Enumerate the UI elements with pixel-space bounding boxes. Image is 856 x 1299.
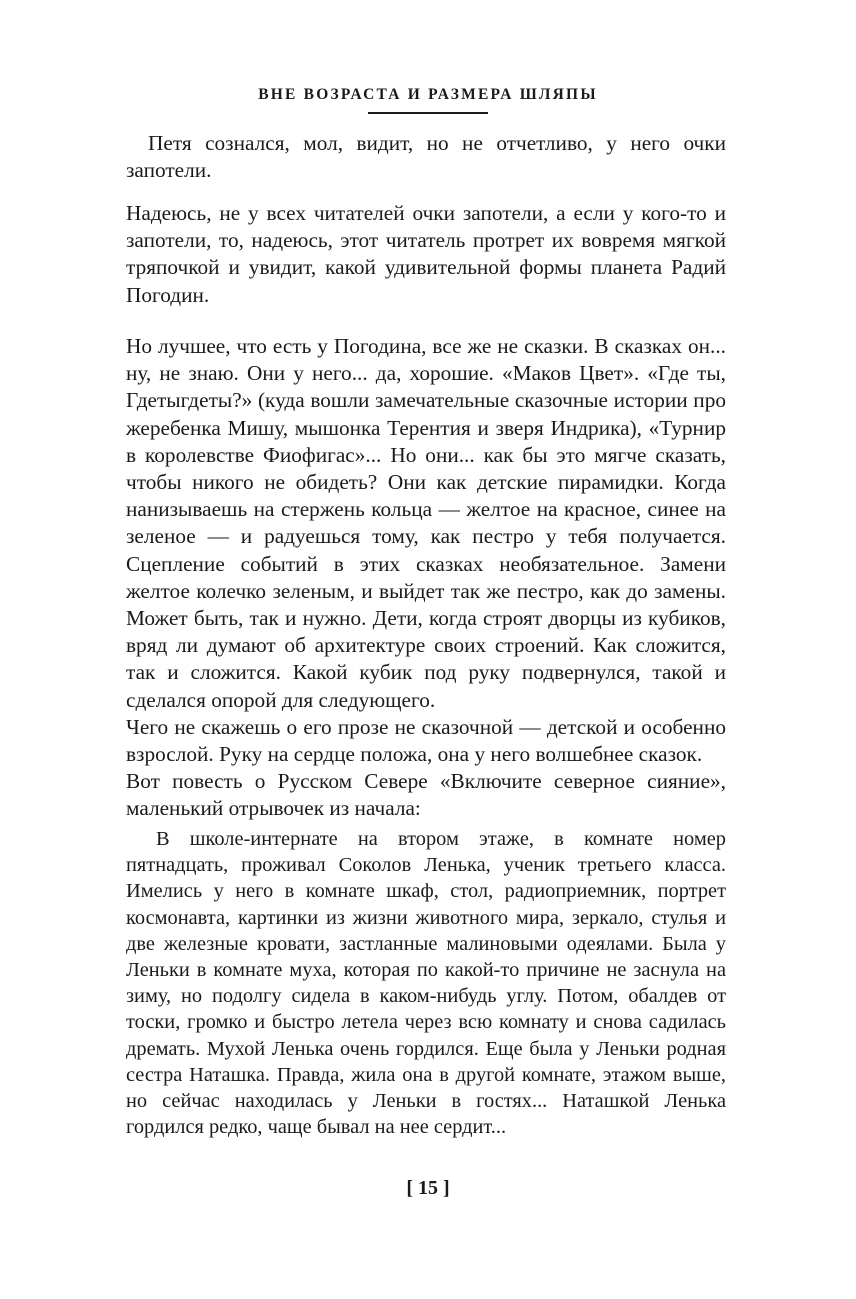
paragraph-1: Петя сознался, мол, видит, но не отчетливо, у него очки запотели.	[126, 131, 726, 183]
paragraph-2: Надеюсь, не у всех читателей очки запотели, а если у кого-то и запотели, то, надеюсь, этот читатель протрет их вовремя мягкой тряпочкой и увидит, какой удивительной формы планета Радий Погодин.	[126, 201, 726, 307]
paragraph-3: Но лучшее, что есть у Погодина, все же не сказки. В сказках он... ну, не знаю. Они у него... да, хорошие. «Маков Цвет». «Где ты, Гдетыгдеты?» (куда вошли замечательные сказочные истории про жеребенка Мишу, мышонка Терентия и зверя Индрика), «Турнир в королевстве Фиофигас»... Но они... как бы это мягче сказать, чтобы никого не обидеть? Они как детские пирамидки. Когда нанизываешь на стержень кольца — желтое на красное, синее на зеленое — и радуешься тому, как пестро у тебя получается. Сцепление событий в этих сказках необязательное. Замени желтое колечко зеленым, и выйдет так же пестро, как до замены. Может быть, так и нужно. Дети, когда строят дворцы из кубиков, вряд ли думают об архитектуре своих строений. Как сложится, так и сложится. Какой кубик под руку подвернулся, такой и сделался опорой для следующего.	[126, 334, 726, 712]
paragraph-5: Вот повесть о Русском Севере «Включите северное сияние», маленький отрывочек из начала:	[126, 769, 726, 821]
page-number: [ 15 ]	[406, 1177, 450, 1199]
quoted-excerpt	[126, 826, 726, 1140]
quote-paragraph: В школе-интернате на втором этаже, в комнате номер пятнадцать, проживал Соколов Ленька, ученик третьего класса. Имелись у него в комнате шкаф, стол, радиоприемник, портрет космонавта, картинки из жизни животного мира, зеркало, стулья и две железные кровати, застланные малиновыми одеялами. Была у Леньки в комнате муха, которая по какой-то причине не заснула на зиму, но подолгу сидела в каком-нибудь углу. Потом, обалдев от тоски, громко и быстро летела через всю комнату и снова садилась дремать. Мухой Ленька очень гордился. Еще была у Леньки родная сестра Наташка. Правда, жила она в другой комнате, этажом выше, но сейчас находилась у Леньки в гостях... Наташкой Ленька гордился редко, чаще бывал на нее сердит...	[126, 828, 726, 1139]
header-rule	[368, 112, 488, 114]
paragraph-1-block	[126, 130, 726, 184]
paragraph-4: Чего не скажешь о его прозе не сказочной — детской и особенно взрослой. Руку на сердце положа, она у него волшебнее сказок.	[126, 714, 726, 767]
paragraph-3-5-block	[126, 333, 726, 823]
running-title: ВНЕ ВОЗРАСТА И РАЗМЕРА ШЛЯПЫ	[258, 86, 598, 103]
paragraph-2-block	[126, 200, 726, 309]
